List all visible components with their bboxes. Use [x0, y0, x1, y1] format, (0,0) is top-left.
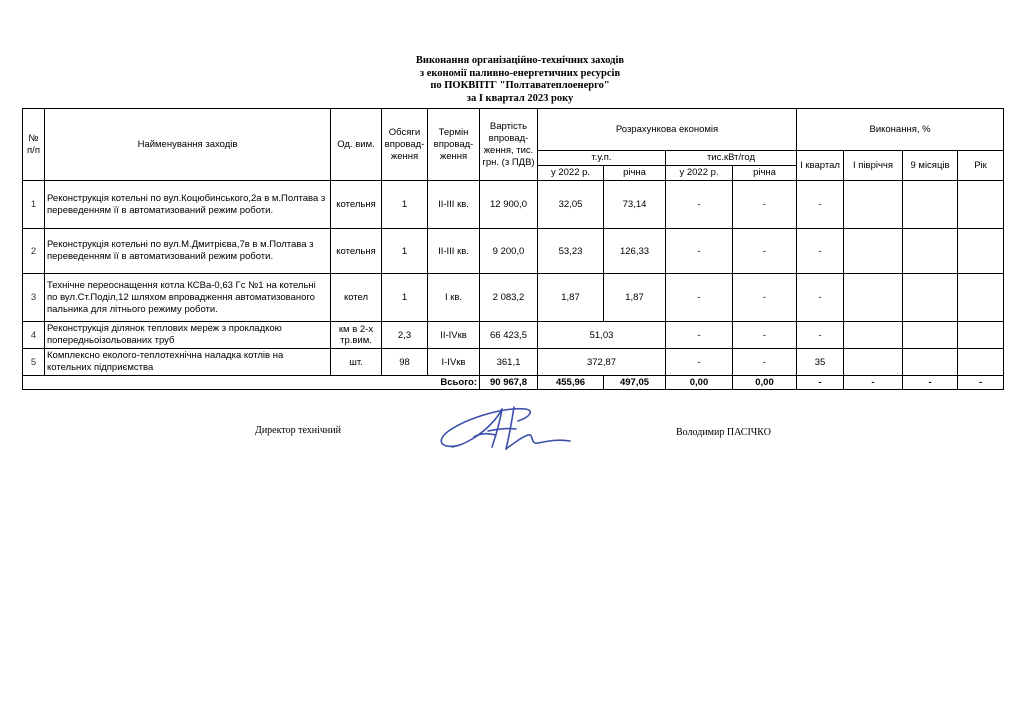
- row-term: І-ІVкв: [428, 349, 480, 376]
- col-header-year: Рік: [958, 151, 1004, 181]
- row-q1: -: [797, 274, 844, 322]
- row-year: [958, 229, 1004, 274]
- row-half: [844, 349, 903, 376]
- col-header-kwh-annual: річна: [733, 166, 797, 181]
- row-kwh-2022: -: [666, 181, 733, 229]
- row-kwh-2022: -: [666, 349, 733, 376]
- table-row: [23, 322, 1004, 349]
- row-tup-2022: 32,05: [538, 181, 604, 229]
- row-volume: 1: [382, 181, 428, 229]
- row-year: [958, 274, 1004, 322]
- col-header-num: № п/п: [23, 109, 45, 181]
- title-line-4: за І квартал 2023 року: [466, 92, 574, 104]
- row-cost: 9 200,0: [480, 229, 538, 274]
- measures-table: [22, 108, 1004, 390]
- row-num: 1: [23, 181, 45, 229]
- handwritten-signature: [430, 395, 580, 465]
- row-half: [844, 322, 903, 349]
- row-q1: -: [797, 322, 844, 349]
- row-kwh-annual: -: [733, 349, 797, 376]
- total-nine: -: [903, 376, 958, 390]
- row-year: [958, 181, 1004, 229]
- row-term: ІІ-ІІІ кв.: [428, 181, 480, 229]
- col-header-tup: т.у.п.: [538, 151, 666, 166]
- row-kwh-annual: -: [733, 181, 797, 229]
- row-kwh-annual: -: [733, 322, 797, 349]
- col-header-kwh: тис.кВт/год: [666, 151, 797, 166]
- signer-position: Директор технічний: [255, 425, 341, 436]
- table-row: [23, 181, 1004, 229]
- signer-name: Володимир ПАСІЧКО: [676, 427, 771, 438]
- row-volume: 98: [382, 349, 428, 376]
- col-header-cost: Вартість впровад-ження, тис. грн. (з ПДВ): [480, 109, 538, 181]
- row-num: 3: [23, 274, 45, 322]
- col-header-q1: І квартал: [797, 151, 844, 181]
- row-q1: -: [797, 181, 844, 229]
- col-header-tup-2022: у 2022 р.: [538, 166, 604, 181]
- row-half: [844, 274, 903, 322]
- row-volume: 1: [382, 274, 428, 322]
- col-header-half: І півріччя: [844, 151, 903, 181]
- row-nine: [903, 181, 958, 229]
- title-line-2: з економії паливно-енергетичних ресурсів: [419, 67, 621, 79]
- total-tup-2022: 455,96: [538, 376, 604, 390]
- total-kwh-annual: 0,00: [733, 376, 797, 390]
- row-num: 2: [23, 229, 45, 274]
- col-header-tup-annual: річна: [604, 166, 666, 181]
- total-row: [23, 376, 1004, 390]
- row-num: 5: [23, 349, 45, 376]
- row-year: [958, 322, 1004, 349]
- row-volume: 2,3: [382, 322, 428, 349]
- row-year: [958, 349, 1004, 376]
- row-name: Реконструкція котельні по вул.Коцюбинського,2а в м.Полтава з переведенням її в автоматизований режим роботи.: [45, 181, 331, 229]
- row-kwh-2022: -: [666, 274, 733, 322]
- row-cost: 361,1: [480, 349, 538, 376]
- total-cost: 90 967,8: [480, 376, 538, 390]
- row-q1: -: [797, 229, 844, 274]
- col-header-nine: 9 місяців: [903, 151, 958, 181]
- row-name: Реконструкція котельні по вул.М.Дмитрієва,7в в м.Полтава з переведенням її в автоматизований режим роботи.: [45, 229, 331, 274]
- row-unit: км в 2-х тр.вим.: [331, 322, 382, 349]
- title-line-3: по ПОКВПТГ "Полтаватеплоенерго": [430, 80, 610, 91]
- col-header-kwh-2022: у 2022 р.: [666, 166, 733, 181]
- row-name: Комплексно еколого-теплотехнічна наладка котлів на котельних підприємства: [45, 349, 331, 376]
- row-unit: шт.: [331, 349, 382, 376]
- row-term: ІІ-ІІІ кв.: [428, 229, 480, 274]
- row-kwh-annual: -: [733, 274, 797, 322]
- col-header-name: Найменування заходів: [45, 109, 331, 181]
- row-nine: [903, 349, 958, 376]
- total-q1: -: [797, 376, 844, 390]
- row-tup: 372,87: [538, 349, 666, 376]
- row-cost: 12 900,0: [480, 181, 538, 229]
- row-unit: котельня: [331, 181, 382, 229]
- col-header-unit: Од. вим.: [331, 109, 382, 181]
- total-year: -: [958, 376, 1004, 390]
- row-kwh-annual: -: [733, 229, 797, 274]
- row-tup-2022: 1,87: [538, 274, 604, 322]
- row-half: [844, 181, 903, 229]
- row-half: [844, 229, 903, 274]
- row-tup-annual: 126,33: [604, 229, 666, 274]
- row-q1: 35: [797, 349, 844, 376]
- row-term: ІІ-ІVкв: [428, 322, 480, 349]
- document-title: [300, 55, 740, 105]
- title-line-1: Виконання організаційно-технічних заходів: [415, 55, 625, 66]
- row-nine: [903, 274, 958, 322]
- row-nine: [903, 322, 958, 349]
- row-name: Реконструкція ділянок теплових мереж з прокладкою попередньоізольованих труб: [45, 322, 331, 349]
- row-nine: [903, 229, 958, 274]
- row-cost: 2 083,2: [480, 274, 538, 322]
- header-row-1: [23, 109, 1004, 151]
- row-unit: котельня: [331, 229, 382, 274]
- row-tup-annual: 73,14: [604, 181, 666, 229]
- row-unit: котел: [331, 274, 382, 322]
- total-half: -: [844, 376, 903, 390]
- total-kwh-2022: 0,00: [666, 376, 733, 390]
- table-row: [23, 274, 1004, 322]
- row-num: 4: [23, 322, 45, 349]
- row-volume: 1: [382, 229, 428, 274]
- total-tup-annual: 497,05: [604, 376, 666, 390]
- row-tup: 51,03: [538, 322, 666, 349]
- row-cost: 66 423,5: [480, 322, 538, 349]
- row-kwh-2022: -: [666, 229, 733, 274]
- col-header-volume: Обсяги впровад-ження: [382, 109, 428, 181]
- table-row: [23, 349, 1004, 376]
- row-kwh-2022: -: [666, 322, 733, 349]
- row-name: Технічне переоснащення котла КСВа-0,63 Гс №1 на котельні по вул.Ст.Поділ,12 шляхом впровадження автоматизованого пальника для літнього режиму роботи.: [45, 274, 331, 322]
- row-tup-2022: 53,23: [538, 229, 604, 274]
- row-tup-annual: 1,87: [604, 274, 666, 322]
- row-term: І кв.: [428, 274, 480, 322]
- table-row: [23, 229, 1004, 274]
- total-label: Всього:: [23, 376, 480, 390]
- col-header-term: Термін впровад-ження: [428, 109, 480, 181]
- col-header-execution: Виконання, %: [797, 109, 1004, 151]
- col-header-economy: Розрахункова економія: [538, 109, 797, 151]
